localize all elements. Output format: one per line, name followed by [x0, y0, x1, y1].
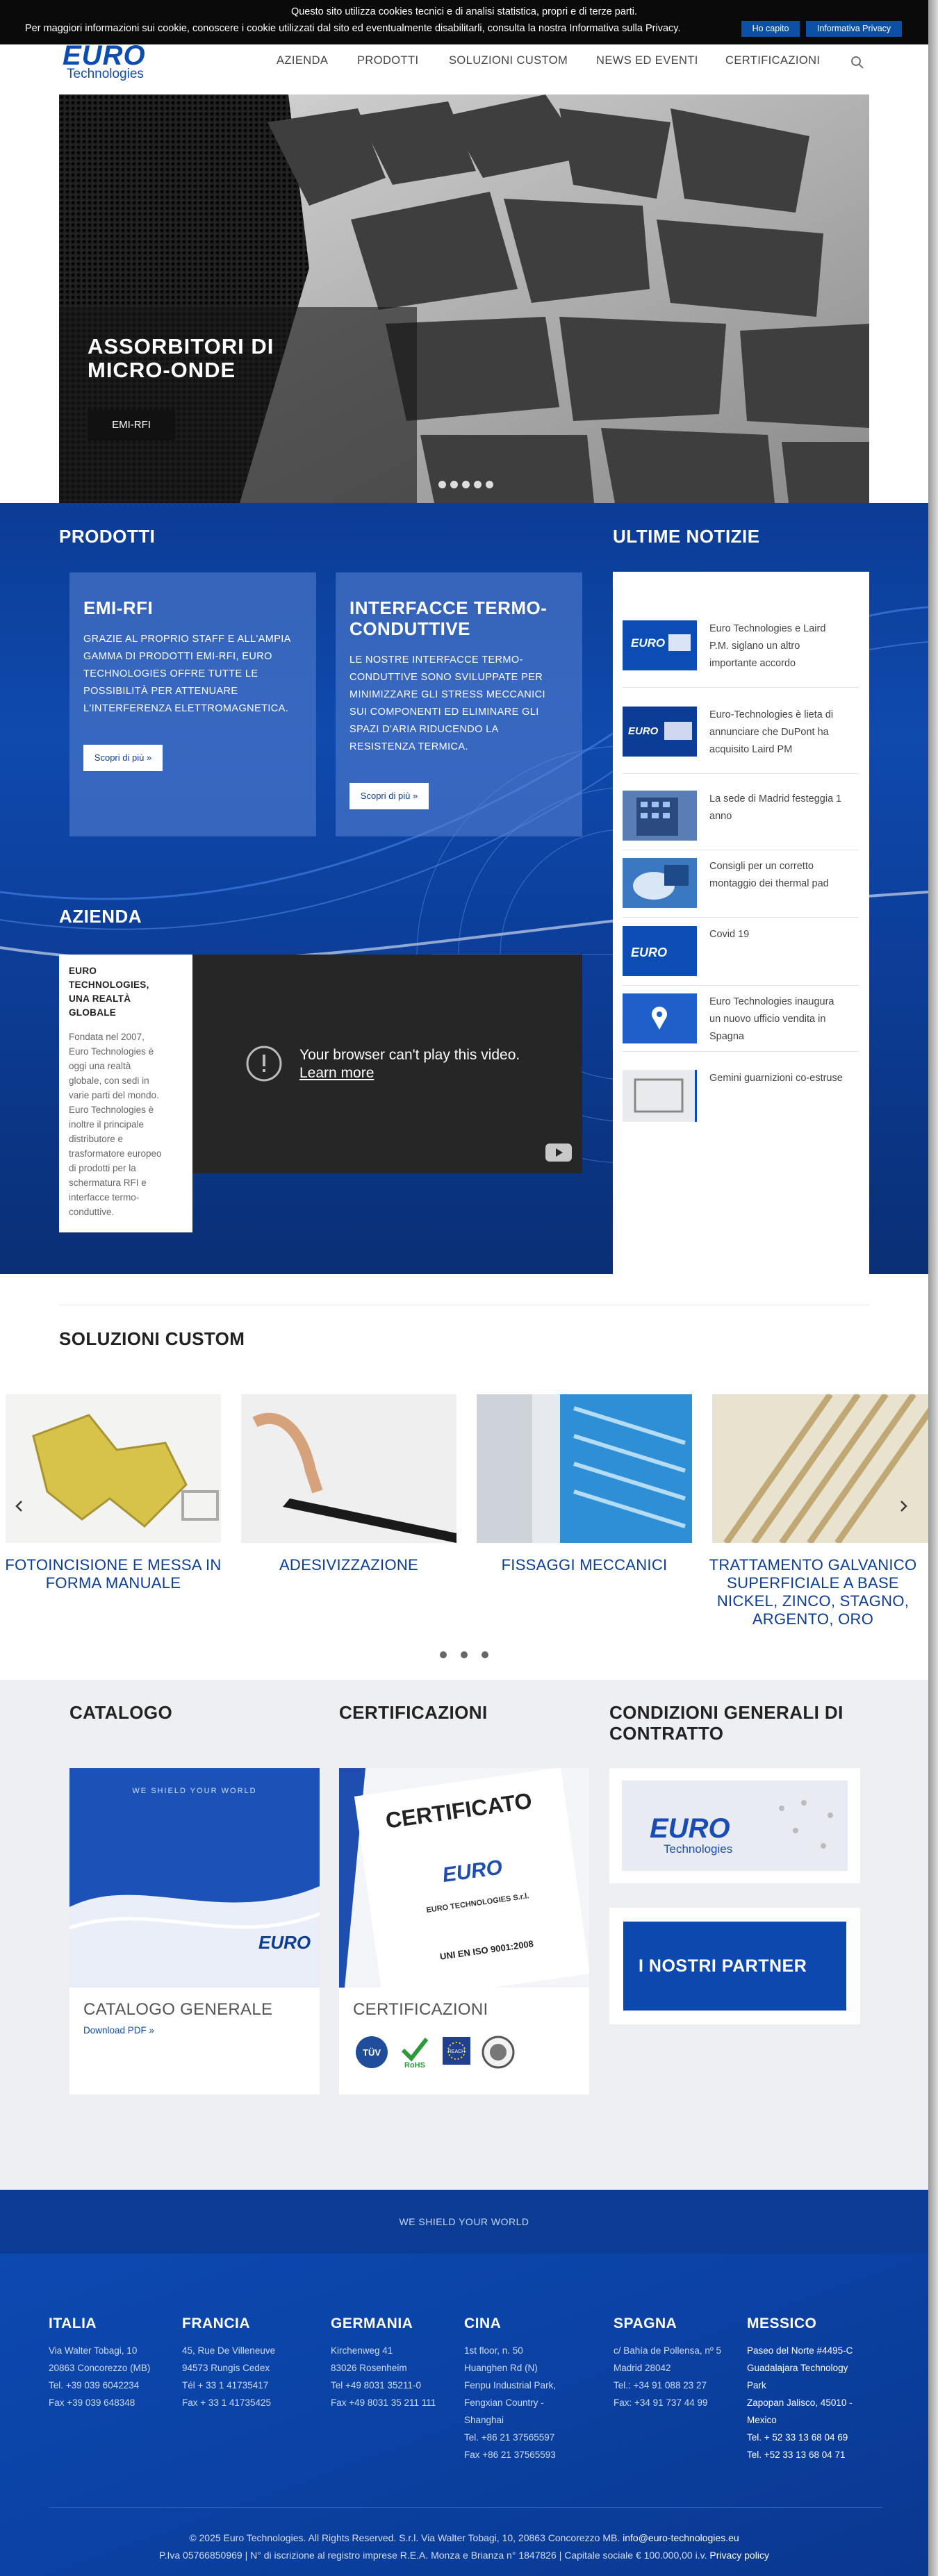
product-text-line: MINIMIZZARE GLI STRESS MECCANICI	[349, 689, 545, 700]
office-line: Fax: +34 91 737 44 99	[614, 2397, 708, 2408]
azienda-line: di prodotti per la	[69, 1163, 136, 1173]
privacy-info-button[interactable]: Informativa Privacy	[806, 21, 902, 37]
news-line: Covid 19	[709, 929, 750, 940]
footer-slogan: WE SHIELD YOUR WORLD	[0, 2190, 928, 2254]
azienda-line: distributore e	[69, 1134, 124, 1144]
nav-prodotti[interactable]: PRODOTTI	[357, 54, 419, 67]
news-thumbnail	[623, 926, 697, 976]
video-learn-more-link[interactable]: Learn more	[299, 1065, 375, 1081]
carousel-dot-3[interactable]	[482, 1651, 488, 1658]
slide-caption	[698, 1556, 928, 1628]
azienda-line: conduttive.	[69, 1207, 115, 1217]
azienda-line: interfacce termo-	[69, 1192, 140, 1203]
svg-text:EURO: EURO	[628, 725, 659, 737]
office-cina	[464, 2315, 586, 2463]
office-line: 94573 Rungis Cedex	[182, 2363, 270, 2373]
svg-text:EURO: EURO	[631, 636, 666, 650]
office-messico	[747, 2315, 886, 2463]
office-line: Fax +49 8031 35 211 111	[331, 2397, 436, 2408]
office-line: Tel. +86 21 37565597	[464, 2432, 555, 2443]
office-line: Guadalajara Technology	[747, 2363, 848, 2373]
office-line: c/ Bahía de Pollensa, nº 5	[614, 2345, 722, 2356]
news-item[interactable]	[623, 791, 859, 841]
hero-title-line2: MICRO-ONDE	[88, 358, 236, 382]
azienda-title: AZIENDA	[59, 906, 142, 927]
caption-line: ARGENTO, ORO	[752, 1610, 874, 1628]
office-line: Madrid 28042	[614, 2363, 671, 2373]
product-text-line: SUI COMPONENTI ED ELIMINARE GLI	[349, 707, 539, 718]
product-text-line: L'INTERFERENZA ELETTROMAGNETICA.	[83, 703, 289, 714]
scrollbar-shadow	[928, 0, 938, 2576]
azienda-heading-line: TECHNOLOGIES,	[69, 980, 149, 990]
news-text	[709, 791, 859, 825]
caption-line: FOTOINCISIONE E MESSA IN	[5, 1556, 222, 1574]
slide-caption	[0, 1556, 228, 1592]
office-line: Kirchenweg 41	[331, 2345, 393, 2356]
news-text	[709, 993, 859, 1046]
products-title: PRODOTTI	[59, 526, 156, 547]
catalogo-download-link[interactable]: Download PDF »	[83, 2025, 155, 2036]
slide-adesivizzazione[interactable]	[241, 1394, 456, 1543]
caption-line: TRATTAMENTO GALVANICO	[709, 1556, 917, 1574]
catalog-cover-image	[69, 1768, 320, 1988]
reach-badge-icon	[441, 2035, 472, 2070]
nav-certificazioni[interactable]: CERTIFICAZIONI	[725, 54, 821, 67]
office-name: MESSICO	[747, 2315, 817, 2331]
product-text-line: LE NOSTRE INTERFACCE TERMO-	[349, 654, 523, 666]
product-card-title: EMI-RFI	[83, 597, 154, 618]
certificazioni-title: CERTIFICAZIONI	[339, 1702, 488, 1723]
news-thumbnail	[623, 858, 697, 908]
news-divider	[623, 917, 859, 918]
product-text-line: TECHNOLOGIES OFFRE TUTTE LE	[83, 668, 258, 679]
office-line: 20863 Concorezzo (MB)	[49, 2363, 151, 2373]
news-thumbnail	[623, 707, 697, 757]
product-card-text	[349, 652, 579, 756]
video-player[interactable]	[192, 955, 582, 1173]
office-line: Via Walter Tobagi, 10	[49, 2345, 138, 2356]
product-card-text	[83, 631, 313, 718]
email-link[interactable]: info@euro-technologies.eu	[623, 2532, 739, 2543]
news-divider	[623, 687, 859, 688]
hero-dot-4[interactable]	[474, 481, 482, 488]
certificate-logo-text: EURO	[441, 1856, 504, 1888]
chevron-left-icon[interactable]	[14, 1499, 24, 1513]
caption-line: ADESIVIZZAZIONE	[279, 1556, 419, 1574]
site-header	[0, 40, 928, 94]
office-line: Zapopan Jalisco, 45010 -	[747, 2397, 853, 2408]
hero-dot-1[interactable]	[438, 481, 446, 488]
news-line: Gemini guarnizioni co-estruse	[709, 1073, 843, 1084]
azienda-line: inoltre il principale	[69, 1119, 145, 1130]
news-title: ULTIME NOTIZIE	[613, 526, 760, 547]
catalogo-card[interactable]	[69, 1768, 320, 2095]
hero-dot-2[interactable]	[450, 481, 458, 488]
partner-button[interactable]: I NOSTRI PARTNER	[623, 1922, 846, 2011]
azienda-line: schermatura RFI e	[69, 1178, 147, 1188]
office-spagna	[614, 2315, 746, 2411]
slide-image	[477, 1394, 692, 1543]
caption-line: SUPERFICIALE A BASE	[727, 1574, 899, 1592]
logo-main: EURO	[63, 40, 146, 71]
office-line: Tel +49 8031 35211-0	[331, 2380, 421, 2391]
azienda-heading	[69, 964, 149, 1020]
news-line: La sede di Madrid festeggia 1	[709, 793, 842, 804]
hero-dot-3[interactable]	[462, 481, 470, 488]
news-line: annunciare che DuPont ha	[709, 727, 829, 738]
privacy-policy-link[interactable]: Privacy policy	[709, 2550, 769, 2561]
news-item[interactable]	[623, 707, 859, 757]
quality-seal-icon	[481, 2035, 516, 2070]
office-line: Mexico	[747, 2415, 777, 2425]
office-name: FRANCIA	[182, 2315, 250, 2331]
company-info-text: P.Iva 05766850969 | N° di iscrizione al registro imprese R.E.A. Monza e Brianza n° 1847826 | Capitale sociale € 100.000,00 i.v.	[159, 2550, 707, 2561]
reach-badge-text: REACH	[447, 2049, 466, 2054]
product-title-line: INTERFACCE TERMO-	[349, 597, 548, 618]
office-italia	[49, 2315, 170, 2411]
tuv-badge-icon	[354, 2035, 389, 2070]
news-line: un nuovo ufficio vendita in	[709, 1014, 826, 1025]
nav-news-eventi[interactable]: NEWS ED EVENTI	[596, 54, 698, 67]
news-item[interactable]	[623, 926, 859, 976]
emi-rfi-discover-button[interactable]: Scopri di più »	[83, 745, 163, 771]
slide-fissaggi[interactable]	[477, 1394, 692, 1543]
cookie-text-line2: Per maggiori informazioni sui cookie, conoscere i cookie utilizzati dal sito ed eventualmente disabilitarli, consulta la nostra Informativa sulla Privacy.	[25, 23, 681, 34]
youtube-icon[interactable]	[545, 1143, 572, 1162]
product-text-line: SPAZI D'ARIA RIDUCENDO LA	[349, 724, 499, 735]
office-line: 83026 Rosenheim	[331, 2363, 407, 2373]
news-text	[709, 858, 859, 893]
office-line: Shanghai	[464, 2415, 504, 2425]
resources-section	[0, 1680, 928, 2190]
office-line: Fengxian Country -	[464, 2397, 544, 2408]
hero-button[interactable]: EMI-RFI	[88, 410, 175, 440]
azienda-line: Euro Technologies è	[69, 1105, 154, 1115]
chevron-right-icon[interactable]	[899, 1499, 909, 1513]
copyright-line2	[0, 2550, 928, 2561]
interfacce-discover-button[interactable]: Scopri di più »	[349, 783, 429, 809]
azienda-line: Euro Technologies è	[69, 1046, 154, 1057]
azienda-text-box	[59, 955, 192, 1232]
news-item[interactable]	[623, 993, 859, 1043]
product-card-emi-rfi	[69, 572, 316, 836]
news-text	[709, 926, 859, 943]
svg-text:EURO: EURO	[631, 946, 668, 959]
office-line: Fax +39 039 648348	[49, 2397, 135, 2408]
certificate-image	[339, 1768, 589, 1988]
hero-caption-panel	[59, 307, 417, 503]
slide-fotoincisione[interactable]	[6, 1394, 221, 1543]
news-divider	[623, 985, 859, 986]
condizioni-image	[622, 1781, 848, 1871]
azienda-line: varie parti del mondo.	[69, 1090, 159, 1100]
news-line: Consigli per un corretto	[709, 861, 814, 872]
product-title-line: CONDUTTIVE	[349, 618, 470, 639]
office-germania	[331, 2315, 452, 2411]
logo[interactable]	[63, 40, 160, 83]
cookie-text-line1: Questo sito utilizza cookies tecnici e di analisi statistica, propri e di terze parti.	[290, 6, 638, 17]
cookie-banner	[0, 0, 928, 44]
office-line: Huanghen Rd (N)	[464, 2363, 538, 2373]
news-divider	[623, 773, 859, 774]
office-line: Tel. + 52 33 13 68 04 69	[747, 2432, 848, 2443]
certificate-norm: UNI EN ISO 9001:2008	[439, 1938, 534, 1962]
product-text-line: CONDUTTIVE SONO SVILUPPATE PER	[349, 672, 543, 683]
product-text-line: RESISTENZA TERMICA.	[349, 741, 468, 752]
catalog-logo-text: EURO	[258, 1932, 311, 1953]
catalog-cover-text: WE SHIELD YOUR WORLD	[132, 1787, 257, 1795]
azienda-heading-line: UNA REALTÀ	[69, 993, 131, 1004]
footer-divider	[49, 2507, 882, 2508]
catalogo-label: CATALOGO GENERALE	[83, 2000, 273, 2019]
condizioni-title	[609, 1702, 844, 1744]
slide-image	[712, 1394, 928, 1543]
news-thumbnail	[623, 791, 697, 841]
office-line: Tél + 33 1 41735417	[182, 2380, 269, 2391]
product-text-line: GRAZIE AL PROPRIO STAFF E ALL'AMPIA	[83, 634, 291, 645]
news-line: anno	[709, 811, 732, 822]
news-panel	[613, 572, 869, 1274]
azienda-text	[69, 1030, 162, 1219]
office-line: Park	[747, 2380, 766, 2391]
video-error-message: Your browser can't play this video.	[299, 1047, 520, 1063]
news-item[interactable]	[623, 1070, 859, 1122]
news-item[interactable]	[623, 620, 859, 670]
certificazioni-card[interactable]	[339, 1768, 589, 2095]
hero-title-line1: ASSORBITORI DI	[88, 334, 274, 358]
azienda-line: trasformatore europeo	[69, 1148, 162, 1159]
news-item[interactable]	[623, 858, 859, 908]
news-line: Spagna	[709, 1031, 744, 1042]
carousel-dot-2[interactable]	[461, 1651, 468, 1658]
office-name: ITALIA	[49, 2315, 97, 2331]
news-text	[709, 1070, 859, 1087]
news-text	[709, 707, 859, 759]
hero-dot-5[interactable]	[486, 481, 493, 488]
slide-caption	[470, 1556, 699, 1574]
news-line: Euro-Technologies è lieta di	[709, 709, 834, 720]
condizioni-title-line: CONDIZIONI GENERALI DI	[609, 1702, 844, 1723]
news-line: Euro Technologies e Laird	[709, 623, 826, 634]
condizioni-logo-sub: Technologies	[664, 1842, 733, 1856]
azienda-line: oggi una realtà	[69, 1061, 131, 1071]
product-text-line: GAMMA DI PRODOTTI EMI-RFI, EURO	[83, 651, 272, 662]
news-line: importante accordo	[709, 658, 796, 669]
office-name: GERMANIA	[331, 2315, 413, 2331]
product-text-line: POSSIBILITÀ PER ATTENUARE	[83, 686, 238, 697]
error-icon	[245, 1045, 283, 1082]
caption-line: FISSAGGI MECCANICI	[501, 1556, 668, 1574]
slide-image	[241, 1394, 456, 1543]
slide-trattamento[interactable]	[712, 1394, 928, 1543]
news-thumbnail	[623, 620, 697, 670]
caption-line: NICKEL, ZINCO, STAGNO,	[716, 1592, 910, 1610]
news-thumbnail	[623, 993, 697, 1043]
product-card-interfacce	[336, 572, 582, 836]
office-line: Fenpu Industrial Park,	[464, 2380, 557, 2391]
office-francia	[182, 2315, 304, 2411]
news-thumbnail	[623, 1070, 697, 1122]
condizioni-card[interactable]	[609, 1768, 860, 1883]
carousel-dot-1[interactable]	[440, 1651, 447, 1658]
nav-azienda[interactable]: AZIENDA	[277, 54, 329, 67]
office-line: 1st floor, n. 50	[464, 2345, 523, 2356]
certificate-heading: CERTIFICATO	[384, 1787, 534, 1833]
slide-caption	[234, 1556, 463, 1574]
product-card-title	[349, 597, 547, 639]
office-line: Fax + 33 1 41735425	[182, 2397, 271, 2408]
office-name: SPAGNA	[614, 2315, 677, 2331]
azienda-heading-line: GLOBALE	[69, 1007, 117, 1018]
certificazioni-label: CERTIFICAZIONI	[353, 2000, 488, 2019]
office-line: Fax +86 21 37565593	[464, 2450, 556, 2460]
office-line: Paseo del Norte #4495-C	[747, 2345, 853, 2356]
caption-line: FORMA MANUALE	[45, 1574, 181, 1592]
azienda-line: Fondata nel 2007,	[69, 1032, 145, 1042]
footer	[0, 2254, 928, 2576]
office-line: Tel.: +34 91 088 23 27	[614, 2380, 707, 2391]
news-line: P.M. siglano un altro	[709, 641, 800, 652]
condizioni-title-line: CONTRATTO	[609, 1723, 724, 1744]
rohs-badge-text: RoHS	[404, 2061, 425, 2070]
hero-slider	[59, 94, 869, 503]
custom-title: SOLUZIONI CUSTOM	[59, 1328, 245, 1349]
azienda-line: globale, con sedi in	[69, 1075, 149, 1086]
certificate-company: EURO TECHNOLOGIES S.r.l.	[425, 1892, 530, 1915]
azienda-heading-line: EURO	[69, 966, 97, 976]
office-line: Tel. +52 33 13 68 04 71	[747, 2450, 846, 2460]
search-icon[interactable]	[850, 56, 864, 69]
copyright-text: © 2025 Euro Technologies. All Rights Reserved. S.r.l. Via Walter Tobagi, 10, 20863 Concorezzo MB.	[189, 2532, 620, 2543]
copyright-line1	[0, 2532, 928, 2543]
news-divider	[623, 1051, 859, 1052]
slide-image	[6, 1394, 221, 1543]
news-text	[709, 620, 859, 672]
hero-title	[88, 335, 274, 382]
news-line: montaggio dei thermal pad	[709, 878, 829, 889]
cookie-accept-button[interactable]: Ho capito	[741, 21, 800, 37]
logo-sub: Technologies	[67, 67, 144, 81]
office-line: 45, Rue De Villeneuve	[182, 2345, 276, 2356]
nav-soluzioni-custom[interactable]: SOLUZIONI CUSTOM	[449, 54, 568, 67]
condizioni-logo-text: EURO	[650, 1813, 730, 1844]
news-line: Euro Technologies inaugura	[709, 996, 834, 1007]
rohs-badge-icon	[399, 2035, 431, 2070]
office-line: Tel. +39 039 6042234	[49, 2380, 140, 2391]
partner-card[interactable]	[609, 1908, 860, 2024]
tuv-badge-text: TÜV	[363, 2047, 381, 2058]
office-name: CINA	[464, 2315, 502, 2331]
news-line: acquisito Laird PM	[709, 744, 793, 755]
catalogo-title: CATALOGO	[69, 1702, 173, 1723]
